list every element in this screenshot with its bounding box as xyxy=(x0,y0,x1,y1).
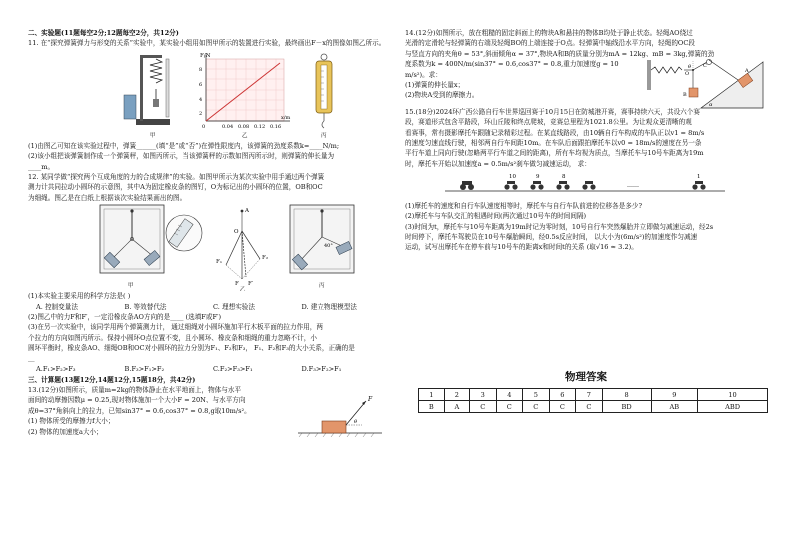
option-d: D. 建立物理模型法 xyxy=(301,302,357,311)
q11-figures xyxy=(28,49,390,141)
cyclist-number: 9 xyxy=(536,174,540,181)
q14-incline-figure xyxy=(645,58,767,112)
answer-number-row xyxy=(419,389,768,401)
graph-ytick: 6 xyxy=(199,81,203,88)
q15-part3-b: 时间停下，摩托车驾驶员在10号车爆胎瞬间，经0.5s反应时间， 以大小为(6m/s²)的加速度作匀减速 xyxy=(405,232,698,241)
q12-figures xyxy=(28,203,390,291)
q12-part3-options xyxy=(28,364,390,374)
cyclist-number: 8 xyxy=(562,174,566,181)
q12-part3-a: (3)在另一次实验中，该同学用两个弹簧测力计， 通过细绳对小圆环施加平行木板平面的拉力作用，两 xyxy=(28,323,323,332)
q13-stem-1: 13.(12分)如图所示，质量m=2kg的物体静止在水平地面上，物体与水平 xyxy=(28,385,242,394)
force-board-figure-bing xyxy=(290,205,354,289)
answer-value: AB xyxy=(651,401,698,413)
graph-ytick: 4 xyxy=(199,96,203,103)
label-O: O xyxy=(685,71,690,77)
answer-number: 5 xyxy=(523,389,550,401)
q15-stem-5: 平行车道上同向行驶(忽略两平行车道之间的距离)，所有车均视为质点，当摩托车与10号车距离为19m xyxy=(405,149,704,158)
answer-value: B xyxy=(419,401,445,413)
q12-stem-1: 12. 某同学做“探究两个互成角度的力的合成规律”的实验。如图甲所示为某次实验中用手通过两个弹簧 xyxy=(28,173,325,182)
fig-caption-jia: 甲 xyxy=(150,132,156,139)
section-experiment-heading: 二、实验题(11题每空2分;12题每空2分，共12分) xyxy=(28,29,179,37)
q15-cyclists-figure xyxy=(405,169,767,197)
label-F2: F₂ xyxy=(262,255,269,262)
graph-ytick: 2 xyxy=(199,110,203,117)
label-theta: θ xyxy=(688,64,692,70)
option-b: B.F₃>F₁>F₂ xyxy=(124,365,165,374)
q15-part3-c: 运动，试写出摩托车在停车前与10号车的距离x和时间t的关系 (取√16 ≈ 3.2)。 xyxy=(405,243,638,252)
option-d: D.F₃>F₂>F₁ xyxy=(301,365,342,374)
answer-number: 6 xyxy=(549,389,576,401)
q14-part2: (2)物块A受到的摩擦力。 xyxy=(405,91,479,100)
q14-stem-4: 度系数为k = 400N/m(sin37° = 0.6,cos37° = 0.8,重力加速度g = 10 xyxy=(405,60,619,69)
q12-part3-d: ＿ xyxy=(28,354,35,363)
graph-xtick: 0.08 xyxy=(238,123,250,130)
label-theta: θ xyxy=(354,418,358,425)
answer-number: 10 xyxy=(698,389,768,401)
cyclist-number: 1 xyxy=(697,174,701,181)
q13-block xyxy=(28,385,390,437)
answers-title: 物理答案 xyxy=(565,371,607,383)
q14-stem-5: m/s²)。求： xyxy=(405,70,442,79)
q12-figure-svg xyxy=(28,203,390,291)
force-board-figure-jia xyxy=(100,205,164,289)
fig-label-yi: 乙 xyxy=(240,287,246,292)
q11-part1: (1)由图乙可知在该实验过程中，弹簧______(填“是”或“否”)在弹性限度内，该弹簧的劲度系数k=____N/m; xyxy=(28,141,340,150)
q12-part1: (1)本实验主要采用的科学方法是( ) xyxy=(28,292,131,301)
answer-value: C xyxy=(576,401,603,413)
q13-part2: (2) 物体的加速度a大小； xyxy=(28,427,103,436)
answer-value: C xyxy=(523,401,550,413)
angle-label: 40° xyxy=(324,243,333,250)
q12-stem-2: 测力计共同拉动小圆环的示意图，其中A为固定橡皮条的图钉，O为标记出的小圆环的位置，OB和OC xyxy=(28,183,323,192)
graph-xtick: 0.16 xyxy=(270,123,282,130)
q14-part1: (1)弹簧的伸长量x； xyxy=(405,81,465,90)
answer-value: C xyxy=(470,401,497,413)
answer-number: 3 xyxy=(470,389,497,401)
q15-stem-2: 段，赛道形式包含平路段，环山丘陵和终点爬坡，竞赛总里程为1021.8公里。为让观众更清晰的观 xyxy=(405,118,692,127)
option-a: A.F₁>F₂>F₃ xyxy=(36,365,76,374)
label-F: F xyxy=(235,281,239,288)
spring-scale-figure xyxy=(316,54,332,128)
spring-scale-inset xyxy=(166,215,202,251)
answer-number: 2 xyxy=(444,389,469,401)
section-calculation-heading: 三、计算题(13题12分,14题12分,15题18分，共42分) xyxy=(28,375,196,384)
graph-xtick: 0.04 xyxy=(222,123,234,130)
left-column xyxy=(28,28,390,437)
answer-number: 1 xyxy=(419,389,445,401)
q13-block-figure xyxy=(296,387,386,439)
q14-stem-2: 光滑的定滑轮与轻弹簧的右端及轻绳BO的上端连接于O点。轻弹簧中轴线沿水平方向，轻绳的OC段 xyxy=(405,39,695,48)
q12-part1-options xyxy=(28,302,390,312)
q15-part2: (2)摩托车与车队交汇的相遇时间(两次通过10号车的时间间隔) xyxy=(405,212,587,221)
label-alpha: α xyxy=(709,102,713,108)
answer-number: 7 xyxy=(576,389,603,401)
q14-block xyxy=(405,28,767,108)
graph-xlabel: x/m xyxy=(281,114,291,121)
graph-ytick: 8 xyxy=(199,66,203,73)
answer-value: A xyxy=(444,401,469,413)
graph-xtick: 0.12 xyxy=(254,123,266,130)
label-A: A xyxy=(745,68,749,74)
fig-label-bing: 丙 xyxy=(319,283,325,290)
fig-caption-bing: 丙 xyxy=(321,132,327,139)
q11-part2: (2)该小组把该弹簧制作成一个弹簧秤，如图丙所示，当该弹簧秤的示数如图丙所示时，则弹簧的伸长量为 xyxy=(28,152,335,161)
option-c: C. 理想实验法 xyxy=(213,302,255,311)
ellipsis: …… xyxy=(627,182,639,190)
q15-part3-a: (3)时间为t，摩托车与10号车距离为19m时记为零时刻，10号自行车突然爆胎并立即做匀减速运动，经2s xyxy=(405,222,714,231)
answer-number: 4 xyxy=(496,389,523,401)
q14-stem-3: 与竖直方向的夹角θ = 53°,斜面倾角α = 37°,物块A和B的质量分别为mA = 12kg、mB = 3kg,弹簧的劲 xyxy=(405,49,715,58)
q12-part3-c: 圆环平衡时，橡皮条AO、细绳OB和OC对小圆环的拉力分别为F₁、F₂和F₃， F₁、F₂和F₃的大小关系，正确的是 xyxy=(28,344,355,353)
answer-value: ABD xyxy=(698,401,768,413)
q11-part2-cont: ____m。 xyxy=(28,162,55,171)
spring-stand-figure xyxy=(124,55,170,125)
q15-stem-1: 15.(18分)2024环广西公路自行车世界巡回赛于10月15日在防城港开赛，赛事持续六天，共设六个赛 xyxy=(405,107,700,116)
q11-figure-svg xyxy=(28,49,390,141)
q15-stem-3: 看赛事，常有摄影摩托车跟随记录精彩过程。在某直线路段，由10辆自行车构成的车队正以v1 = 8m/s xyxy=(405,128,705,137)
label-C: C xyxy=(703,63,707,69)
answer-table xyxy=(418,388,768,413)
label-F: F xyxy=(368,395,373,403)
fig-caption-yi: 乙 xyxy=(242,132,248,139)
option-b: B. 等效替代法 xyxy=(124,302,167,311)
q15-part1: (1)摩托车的速度和自行车队速度相等时，摩托车与自行车队前进的位移各是多少? xyxy=(405,201,643,210)
answer-value: BD xyxy=(602,401,651,413)
fig-label-jia: 甲 xyxy=(128,283,134,290)
q14-stem-1: 14.(12分)如图所示，放在粗糙的固定斜面上的物块A和悬挂的物体B均处于静止状态。轻绳AO绕过 xyxy=(405,29,693,37)
force-parallelogram-figure-yi xyxy=(216,208,268,291)
label-F-prime: F′ xyxy=(248,281,254,288)
graph-ylabel: F/N xyxy=(200,52,211,59)
cyclist-number: 10 xyxy=(509,174,516,181)
answer-value: C xyxy=(549,401,576,413)
q15-stem-4: 的速度匀速直线行驶，相邻两自行车间距10m。在车队后面跟拍摩托车以v0 = 18m/s的速度在另一条 xyxy=(405,139,702,148)
label-F1: F₁ xyxy=(216,259,223,266)
option-c: C.F₂>F₃>F₁ xyxy=(213,365,253,374)
q13-stem-3: 成θ=37°角斜向上的拉力，已知sin37° = 0.6,cos37° = 0.8,g取10m/s²。 xyxy=(28,406,251,415)
label-A: A xyxy=(245,208,249,215)
answer-number: 9 xyxy=(651,389,698,401)
answer-value-row xyxy=(419,401,768,413)
q13-stem-2: 面间的动摩擦因数μ = 0.25,现对物体施加一个大小F = 20N、与水平方向 xyxy=(28,396,246,405)
force-extension-graph xyxy=(199,53,291,130)
label-B: B xyxy=(683,92,687,98)
option-a: A. 控制变量法 xyxy=(36,302,78,311)
q12-part3-b: 个拉力的方向如图丙所示。保持小圆环O点位置不变，且小圆环、橡皮条和细绳的重力忽略不计，小 xyxy=(28,333,317,342)
answer-number: 8 xyxy=(602,389,651,401)
right-column xyxy=(405,28,767,253)
label-O: O xyxy=(234,229,239,236)
q13-part1: (1) 物体所受的摩擦力f大小； xyxy=(28,417,115,426)
q12-stem-3: 为细绳。图乙是在白纸上根据该次实验结果画出的图。 xyxy=(28,193,187,202)
q11-stem: 11. 在“探究弹簧弹力与形变的关系”实验中，某实验小组用如图甲所示的装置进行实验，最终画出F－x的图像如图乙所示。 xyxy=(28,39,386,48)
answer-value: C xyxy=(496,401,523,413)
q15-stem-6: 时，摩托车开始以加速度a = 0.5m/s²刹车做匀减速运动， 求： xyxy=(405,159,591,168)
graph-xtick: 0 xyxy=(202,123,206,130)
q12-part2: (2)图乙中的力F和F′，一定沿橡皮条AO方向的是____ (选填F或F′) xyxy=(28,313,222,322)
